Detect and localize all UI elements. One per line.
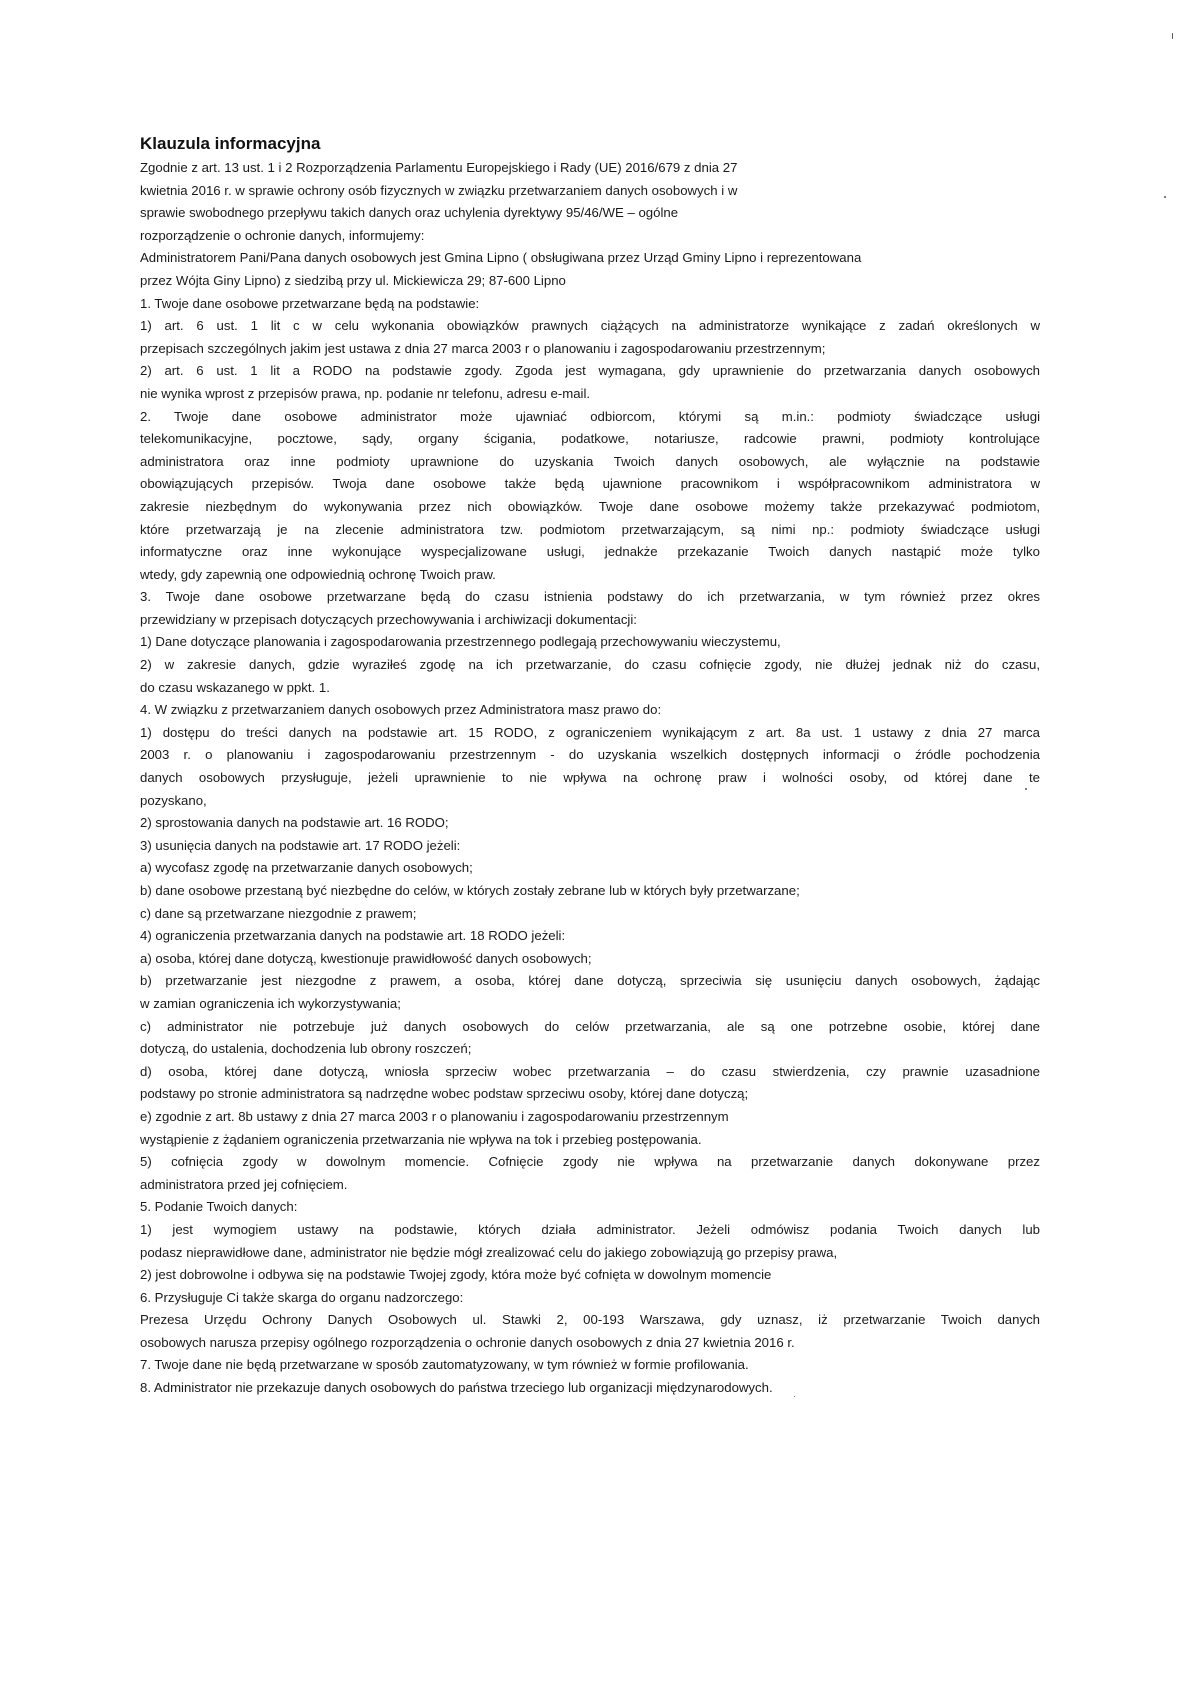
text-line: 1) art. 6 ust. 1 lit c w celu wykonania obowiązków prawnych ciążących na administratorze wynikające z zadań określonych w [140, 318, 1040, 334]
text-line: 1. Twoje dane osobowe przetwarzane będą na podstawie: [140, 295, 480, 311]
text-line: a) osoba, której dane dotyczą, kwestionuje prawidłowość danych osobowych; [140, 950, 592, 966]
text-line: zakresie niezbędnym do wykonywania przez nich obowiązków. Twoje dane osobowe możemy także przekazywać podmiotom, [140, 498, 1040, 514]
text-line: 6. Przysługuje Ci także skarga do organu nadzorczego: [140, 1289, 464, 1305]
text-line: 8. Administrator nie przekazuje danych osobowych do państwa trzeciego lub organizacji międzynarodowych. [140, 1380, 773, 1396]
document-title: Klauzula informacyjna [140, 134, 321, 153]
text-line: przez Wójta Giny Lipno) z siedzibą przy ul. Mickiewicza 29; 87-600 Lipno [140, 272, 566, 288]
text-line: Prezesa Urzędu Ochrony Danych Osobowych ul. Stawki 2, 00-193 Warszawa, gdy uznasz, iż przetwarzanie Twoich danych [140, 1312, 1040, 1328]
text-line: nie wynika wprost z przepisów prawa, np. podanie nr telefonu, adresu e-mail. [140, 385, 591, 401]
text-line: a) wycofasz zgodę na przetwarzanie danych osobowych; [140, 860, 473, 876]
text-line: d) osoba, której dane dotyczą, wniosła sprzeciw wobec przetwarzania – do czasu stwierdzenia, czy prawnie uzasadnione [140, 1063, 1040, 1079]
text-line: 1) dostępu do treści danych na podstawie art. 15 RODO, z ograniczeniem wynikającym z art. 8a ust. 1 ustawy z dnia 27 marca [140, 724, 1040, 740]
text-line: 2. Twoje dane osobowe administrator może ujawniać odbiorcom, którymi są m.in.: podmioty świadczące usługi [140, 408, 1040, 424]
text-line: administratora przed jej cofnięciem. [140, 1176, 348, 1192]
text-line: 2) sprostowania danych na podstawie art. 16 RODO; [140, 815, 449, 831]
text-line: przewidziany w przepisach dotyczących przechowywania i archiwizacji dokumentacji: [140, 611, 637, 627]
text-line: wtedy, gdy zapewnią one odpowiednią ochronę Twoich praw. [140, 566, 496, 582]
text-line: 1) jest wymogiem ustawy na podstawie, których działa administrator. Jeżeli odmówisz podania Twoich danych lub [140, 1221, 1040, 1237]
text-line: telekomunikacyjne, pocztowe, sądy, organy ścigania, podatkowe, notariusze, radcowie prawni, podmioty kontrolujące [140, 431, 1040, 447]
text-line: do czasu wskazanego w ppkt. 1. [140, 679, 330, 695]
text-line: b) dane osobowe przestaną być niezbędne do celów, w których zostały zebrane lub w których były przetwarzane; [140, 883, 800, 898]
text-line: pozyskano, [140, 792, 207, 808]
text-line: Administratorem Pani/Pana danych osobowych jest Gmina Lipno ( obsługiwana przez Urząd Gminy Lipno i reprezentowana [140, 250, 862, 266]
text-line: podasz nieprawidłowe dane, administrator nie będzie mógł zrealizować celu do jakiego zobowiązują go przepisy prawa, [140, 1244, 838, 1260]
text-line: 4. W związku z przetwarzaniem danych osobowych przez Administratora masz prawo do: [140, 702, 662, 718]
text-line: dotyczą, do ustalenia, dochodzenia lub obrony roszczeń; [140, 1041, 472, 1057]
text-line: osobowych narusza przepisy ogólnego rozporządzenia o ochronie danych osobowych z dnia 27 kwietnia 2016 r. [140, 1334, 795, 1350]
text-line: 2) jest dobrowolne i odbywa się na podstawie Twojej zgody, która może być cofnięta w dowolnym momencie [140, 1267, 772, 1283]
text-line: rozporządzenie o ochronie danych, informujemy: [140, 227, 425, 243]
text-line: kwietnia 2016 r. w sprawie ochrony osób fizycznych w związku przetwarzaniem danych osobowych i w [140, 182, 738, 198]
scan-speck [1164, 196, 1166, 198]
text-line: c) administrator nie potrzebuje już danych osobowych do celów przetwarzania, ale są one potrzebne osobie, której dane [140, 1018, 1040, 1034]
text-line: c) dane są przetwarzane niezgodnie z prawem; [140, 905, 417, 921]
text-line: 3) usunięcia danych na podstawie art. 17 RODO jeżeli: [140, 837, 461, 853]
text-line: Zgodnie z art. 13 ust. 1 i 2 Rozporządzenia Parlamentu Europejskiego i Rady (UE) 2016/679 z dnia 27 [140, 160, 738, 175]
text-line: przepisach szczególnych jakim jest ustawa z dnia 27 marca 2003 r o planowaniu i zagospodarowaniu przestrzennym; [140, 340, 826, 356]
text-line: 5) cofnięcia zgody w dowolnym momencie. Cofnięcie zgody nie wpływa na przetwarzanie danych dokonywane przez [140, 1154, 1040, 1170]
text-line: informatyczne oraz inne wykonujące wyspecjalizowane usługi, jednakże przekazanie Twoich danych nastąpić może tylko [140, 544, 1040, 560]
text-line: 4) ograniczenia przetwarzania danych na podstawie art. 18 RODO jeżeli: [140, 928, 566, 944]
text-line: danych osobowych przysługuje, jeżeli uprawnienie to nie wpływa na ochronę praw i wolności osoby, od której dane te [140, 770, 1040, 786]
text-line: które przetwarzają je na zlecenie administratora tzw. podmiotom przetwarzającym, są nimi np.: podmioty świadczące usługi [140, 521, 1040, 537]
text-line: 5. Podanie Twoich danych: [140, 1199, 298, 1215]
text-line: w zamian ograniczenia ich wykorzystywania; [140, 995, 401, 1011]
text-line: e) zgodnie z art. 8b ustawy z dnia 27 marca 2003 r o planowaniu i zagospodarowaniu przestrzennym [140, 1108, 729, 1124]
text-line: b) przetwarzanie jest niezgodne z prawem, a osoba, której dane dotyczą, sprzeciwia się usunięciu danych osobowych, żądając [140, 973, 1040, 989]
text-line: sprawie swobodnego przepływu takich danych oraz uchylenia dyrektywy 95/46/WE – ogólne [140, 205, 679, 221]
document-lines [140, 157, 1040, 1400]
text-line: 2) w zakresie danych, gdzie wyraziłeś zgodę na ich przetwarzanie, do czasu cofnięcie zgody, nie dłużej jednak niż do czasu, [140, 657, 1040, 673]
text-line: 3. Twoje dane osobowe przetwarzane będą do czasu istnienia podstawy do ich przetwarzania, w tym również przez okres [140, 589, 1040, 605]
text-line: obowiązujących przepisów. Twoja dane osobowe także będą ujawnione pracownikom i współpracownikom administratora w [140, 476, 1040, 492]
text-line: 2003 r. o planowaniu i zagospodarowaniu przestrzennym - do uzyskania wszelkich dostępnych informacji o źródle pochodzenia [140, 747, 1040, 763]
text-line: 7. Twoje dane nie będą przetwarzane w sposób zautomatyzowany, w tym również w formie profilowania. [140, 1357, 749, 1373]
text-line: 2) art. 6 ust. 1 lit a RODO na podstawie zgody. Zgoda jest wymagana, gdy uprawnienie do przetwarzania danych osobowych [140, 363, 1040, 379]
document-body [140, 133, 1040, 1400]
text-line: 1) Dane dotyczące planowania i zagospodarowania przestrzennego podlegają przechowywaniu wieczystemu, [140, 634, 781, 650]
text-line: podstawy po stronie administratora są nadrzędne wobec podstaw sprzeciwu osoby, której dane dotyczą; [140, 1086, 749, 1102]
text-line: administratora oraz inne podmioty uprawnione do uzyskania Twoich danych osobowych, ale wyłącznie na podstawie [140, 453, 1040, 469]
scan-speck [1172, 33, 1173, 39]
text-line: wystąpienie z żądaniem ograniczenia przetwarzania nie wpływa na tok i przebieg postępowania. [140, 1131, 702, 1147]
